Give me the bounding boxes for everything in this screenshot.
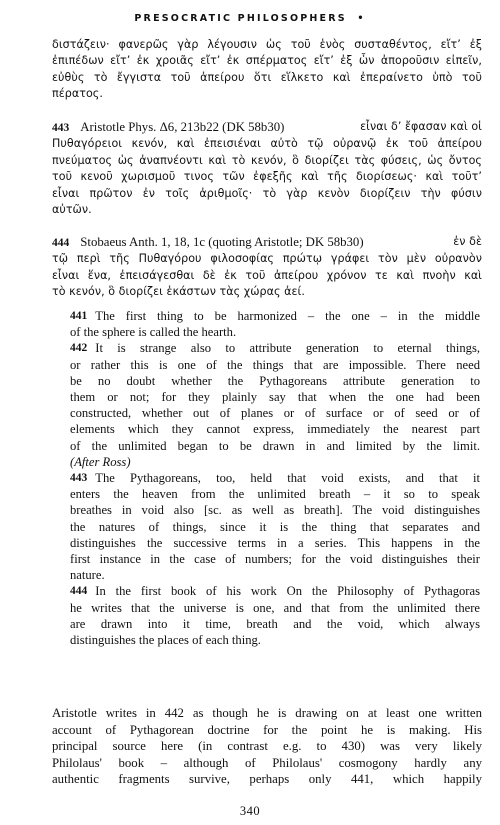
fragment-number: 443 <box>52 122 70 134</box>
translation-line: distinguishes the places of each thing. <box>70 633 261 648</box>
translation-line: elements which they cannot express, immediately the nearest part <box>70 422 480 437</box>
running-head <box>0 13 500 24</box>
greek-line: τοῦ κενοῦ χωρισμοῦ τινος τῶν ἐφεξῆς καὶ τῆς διορίσεως· καὶ τοῦτ’ <box>52 170 482 184</box>
translation-line: enters the heaven from the unlimited breath – it so to speak <box>70 487 480 502</box>
translation-line: constructed, whether out of planes or of surface or of seed or of <box>70 406 480 421</box>
translation-444 <box>70 583 480 648</box>
fragment-source: Aristotle Phys. Δ6, 213b22 (DK 58b30) <box>80 120 285 134</box>
translation-line: them or not; for they plainly say that when the one had been <box>70 390 480 405</box>
translation-line: breathes in void also [sc. as well as breath]. The void distinguishes <box>70 503 480 518</box>
translation-attribution: (After Ross) <box>70 454 131 469</box>
running-head-mark: • <box>357 13 366 24</box>
translation-number: 444 <box>70 585 88 598</box>
greek-line: εἶναι πρῶτον ἐν τοῖς ἀριθμοῖς· τὸ γὰρ κενὸν διορίζειν τὴν φύσιν <box>52 186 482 200</box>
greek-line: εὐθὺς τὸ ἔγγιστα τοῦ ἀπείρου ὅτι εἵλκετο καὶ ἐπεραίνετο ὑπὸ τοῦ <box>52 70 482 84</box>
greek-line: Πυθαγόρειοι κενόν, καὶ ἐπεισιέναι αὐτὸ τῷ οὐρανῷ ἐκ τοῦ ἀπείρου <box>52 137 482 151</box>
commentary-line: Philolaus' book – although of Philolaus' cosmogony hardly any <box>52 755 482 770</box>
translation-443 <box>70 470 480 583</box>
translation-line: In the first book of his work On the Philosophy of Pythagoras <box>95 584 480 599</box>
page-number: 340 <box>239 804 261 818</box>
translation-442 <box>70 340 480 470</box>
translation-line: be no doubt whether the Pythagoreans attribute generation to <box>70 373 480 388</box>
translation-line: The Pythagoreans, too, held that void exists, and that it <box>95 471 480 486</box>
greek-line: πνεύματος ὡς ἀναπνέοντι καὶ τὸ κενόν, ὃ διορίζει τὰς φύσεις, ὡς ὄντος <box>52 153 482 167</box>
translation-line: first instance in the case of numbers; for the void distinguishes their <box>70 552 480 567</box>
greek-line: ἐν δὲ <box>453 235 482 248</box>
fragment-444 <box>52 234 482 301</box>
greek-continuation <box>52 37 482 103</box>
translation-number: 441 <box>70 310 88 322</box>
translation-line: The first thing to be harmonized – the one – in the middle <box>95 309 480 323</box>
commentary <box>52 705 482 788</box>
translation-line: nature. <box>70 568 105 583</box>
fragment-number: 444 <box>52 237 70 249</box>
translation-line: of the unlimited began to be drawn in and limited by the limit. <box>70 438 480 453</box>
commentary-line: account of Pythagorean doctrine for the point he is making. His <box>52 722 482 737</box>
greek-line: πέρατος. <box>52 87 103 101</box>
fragment-443 <box>52 119 482 218</box>
greek-line: διστάζειν· φανερῶς γὰρ λέγουσιν ὡς τοῦ ἑνὸς συσταθέντος, εἴτ’ ἐξ <box>52 38 482 51</box>
translations <box>70 308 480 648</box>
translation-line: are drawn into it time, breath and the void, which always <box>70 616 480 631</box>
greek-line: τῷ περὶ τῆς Πυθαγόρου φιλοσοφίας πρώτῳ γράφει τὸν μὲν οὐρανὸν <box>52 252 482 266</box>
greek-line: αὐτῶν. <box>52 203 92 217</box>
greek-line: εἶναι δ’ ἔφασαν καὶ οἱ <box>360 120 482 133</box>
translation-number: 442 <box>70 342 88 355</box>
commentary-line: principal source here (in contrast e.g. to 430) was very likely <box>52 739 482 754</box>
commentary-line: Aristotle writes in 442 as though he is drawing on at least one written <box>52 706 482 720</box>
translation-line: of the sphere is called the hearth. <box>70 325 237 340</box>
greek-line: τὸ κενόν, ὃ διορίζει ἑκάστων τὰς χώρας ἀεί. <box>52 285 305 299</box>
translation-441 <box>70 308 480 340</box>
commentary-line: authentic fragments survive, perhaps only 441, which happily <box>52 772 482 787</box>
greek-line: ἐπιπέδων εἴτ’ ἐκ χροιᾶς εἴτ’ ἐκ σπέρματος εἴτ’ ἐξ ὧν ἀποροῦσιν εἰπεῖν, <box>52 54 482 68</box>
running-head-title: PRESOCRATIC PHILOSOPHERS <box>134 13 347 24</box>
translation-line: he writes that the universe is one, and that from the unlimited there <box>70 600 480 615</box>
greek-line: εἶναι ἕνα, ἐπεισάγεσθαι δὲ ἐκ τοῦ ἀπείρου χρόνον τε καὶ πνοὴν καὶ <box>52 268 482 282</box>
translation-line: It is strange also to attribute generation to eternal things, <box>95 341 480 356</box>
translation-line: or rather this is one of the things that are impossible. There need <box>70 357 480 372</box>
translation-number: 443 <box>70 472 88 485</box>
translation-line: distinguishes the successive terms in a series. This happens in the <box>70 535 480 550</box>
fragment-source: Stobaeus Anth. 1, 18, 1c (quoting Aristotle; DK 58b30) <box>80 235 364 249</box>
translation-line: the natures of things, since it is the thing that separates and <box>70 519 480 534</box>
